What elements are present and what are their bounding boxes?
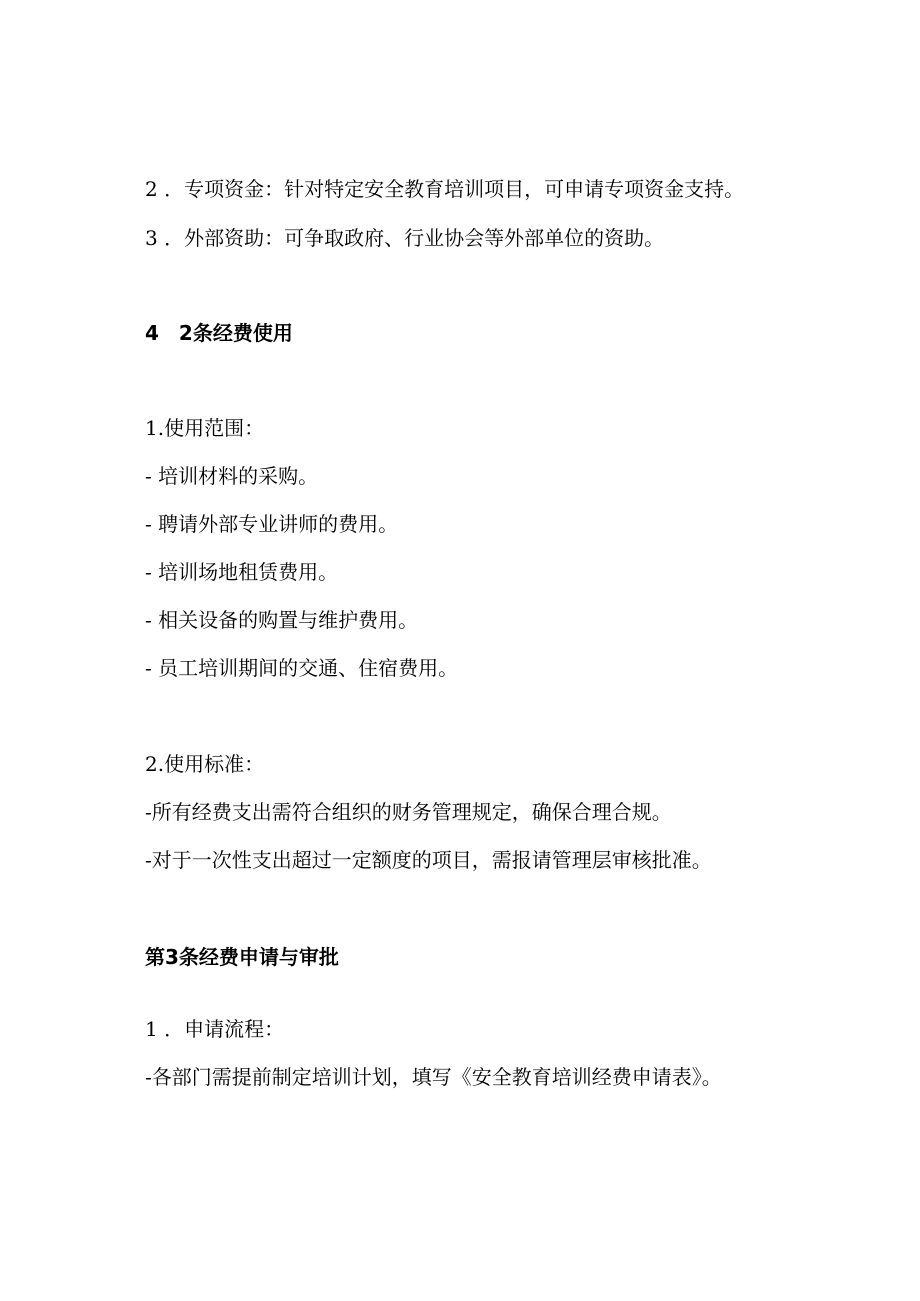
- section-heading-usage: 4 2条经费使用: [145, 321, 293, 345]
- usage-scope-item: - 聘请外部专业讲师的费用。: [145, 512, 399, 536]
- usage-scope-item: - 相关设备的购置与维护费用。: [145, 608, 419, 632]
- usage-scope-title: 1.使用范围：: [145, 416, 265, 440]
- usage-scope-item: - 培训场地租赁费用。: [145, 560, 339, 584]
- section-heading-application: 第3条经费申请与审批: [145, 945, 339, 969]
- funding-item-3: 3 ．外部资助：可争取政府、行业协会等外部单位的资助。: [145, 226, 665, 250]
- usage-standard-item: -所有经费支出需符合组织的财务管理规定，确保合理合规。: [145, 800, 672, 824]
- usage-standard-item: -对于一次性支出超过一定额度的项目，需报请管理层审核批准。: [145, 848, 712, 872]
- application-process-item: -各部门需提前制定培训计划，填写《安全教育培训经费申请表》。: [145, 1065, 722, 1089]
- application-process-title: 1 ．申请流程：: [145, 1017, 285, 1041]
- usage-standard-title: 2.使用标准：: [145, 752, 265, 776]
- funding-item-2: 2 ．专项资金：针对特定安全教育培训项目，可申请专项资金支持。: [145, 177, 745, 201]
- usage-scope-item: - 员工培训期间的交通、住宿费用。: [145, 656, 459, 680]
- usage-scope-item: - 培训材料的采购。: [145, 464, 319, 488]
